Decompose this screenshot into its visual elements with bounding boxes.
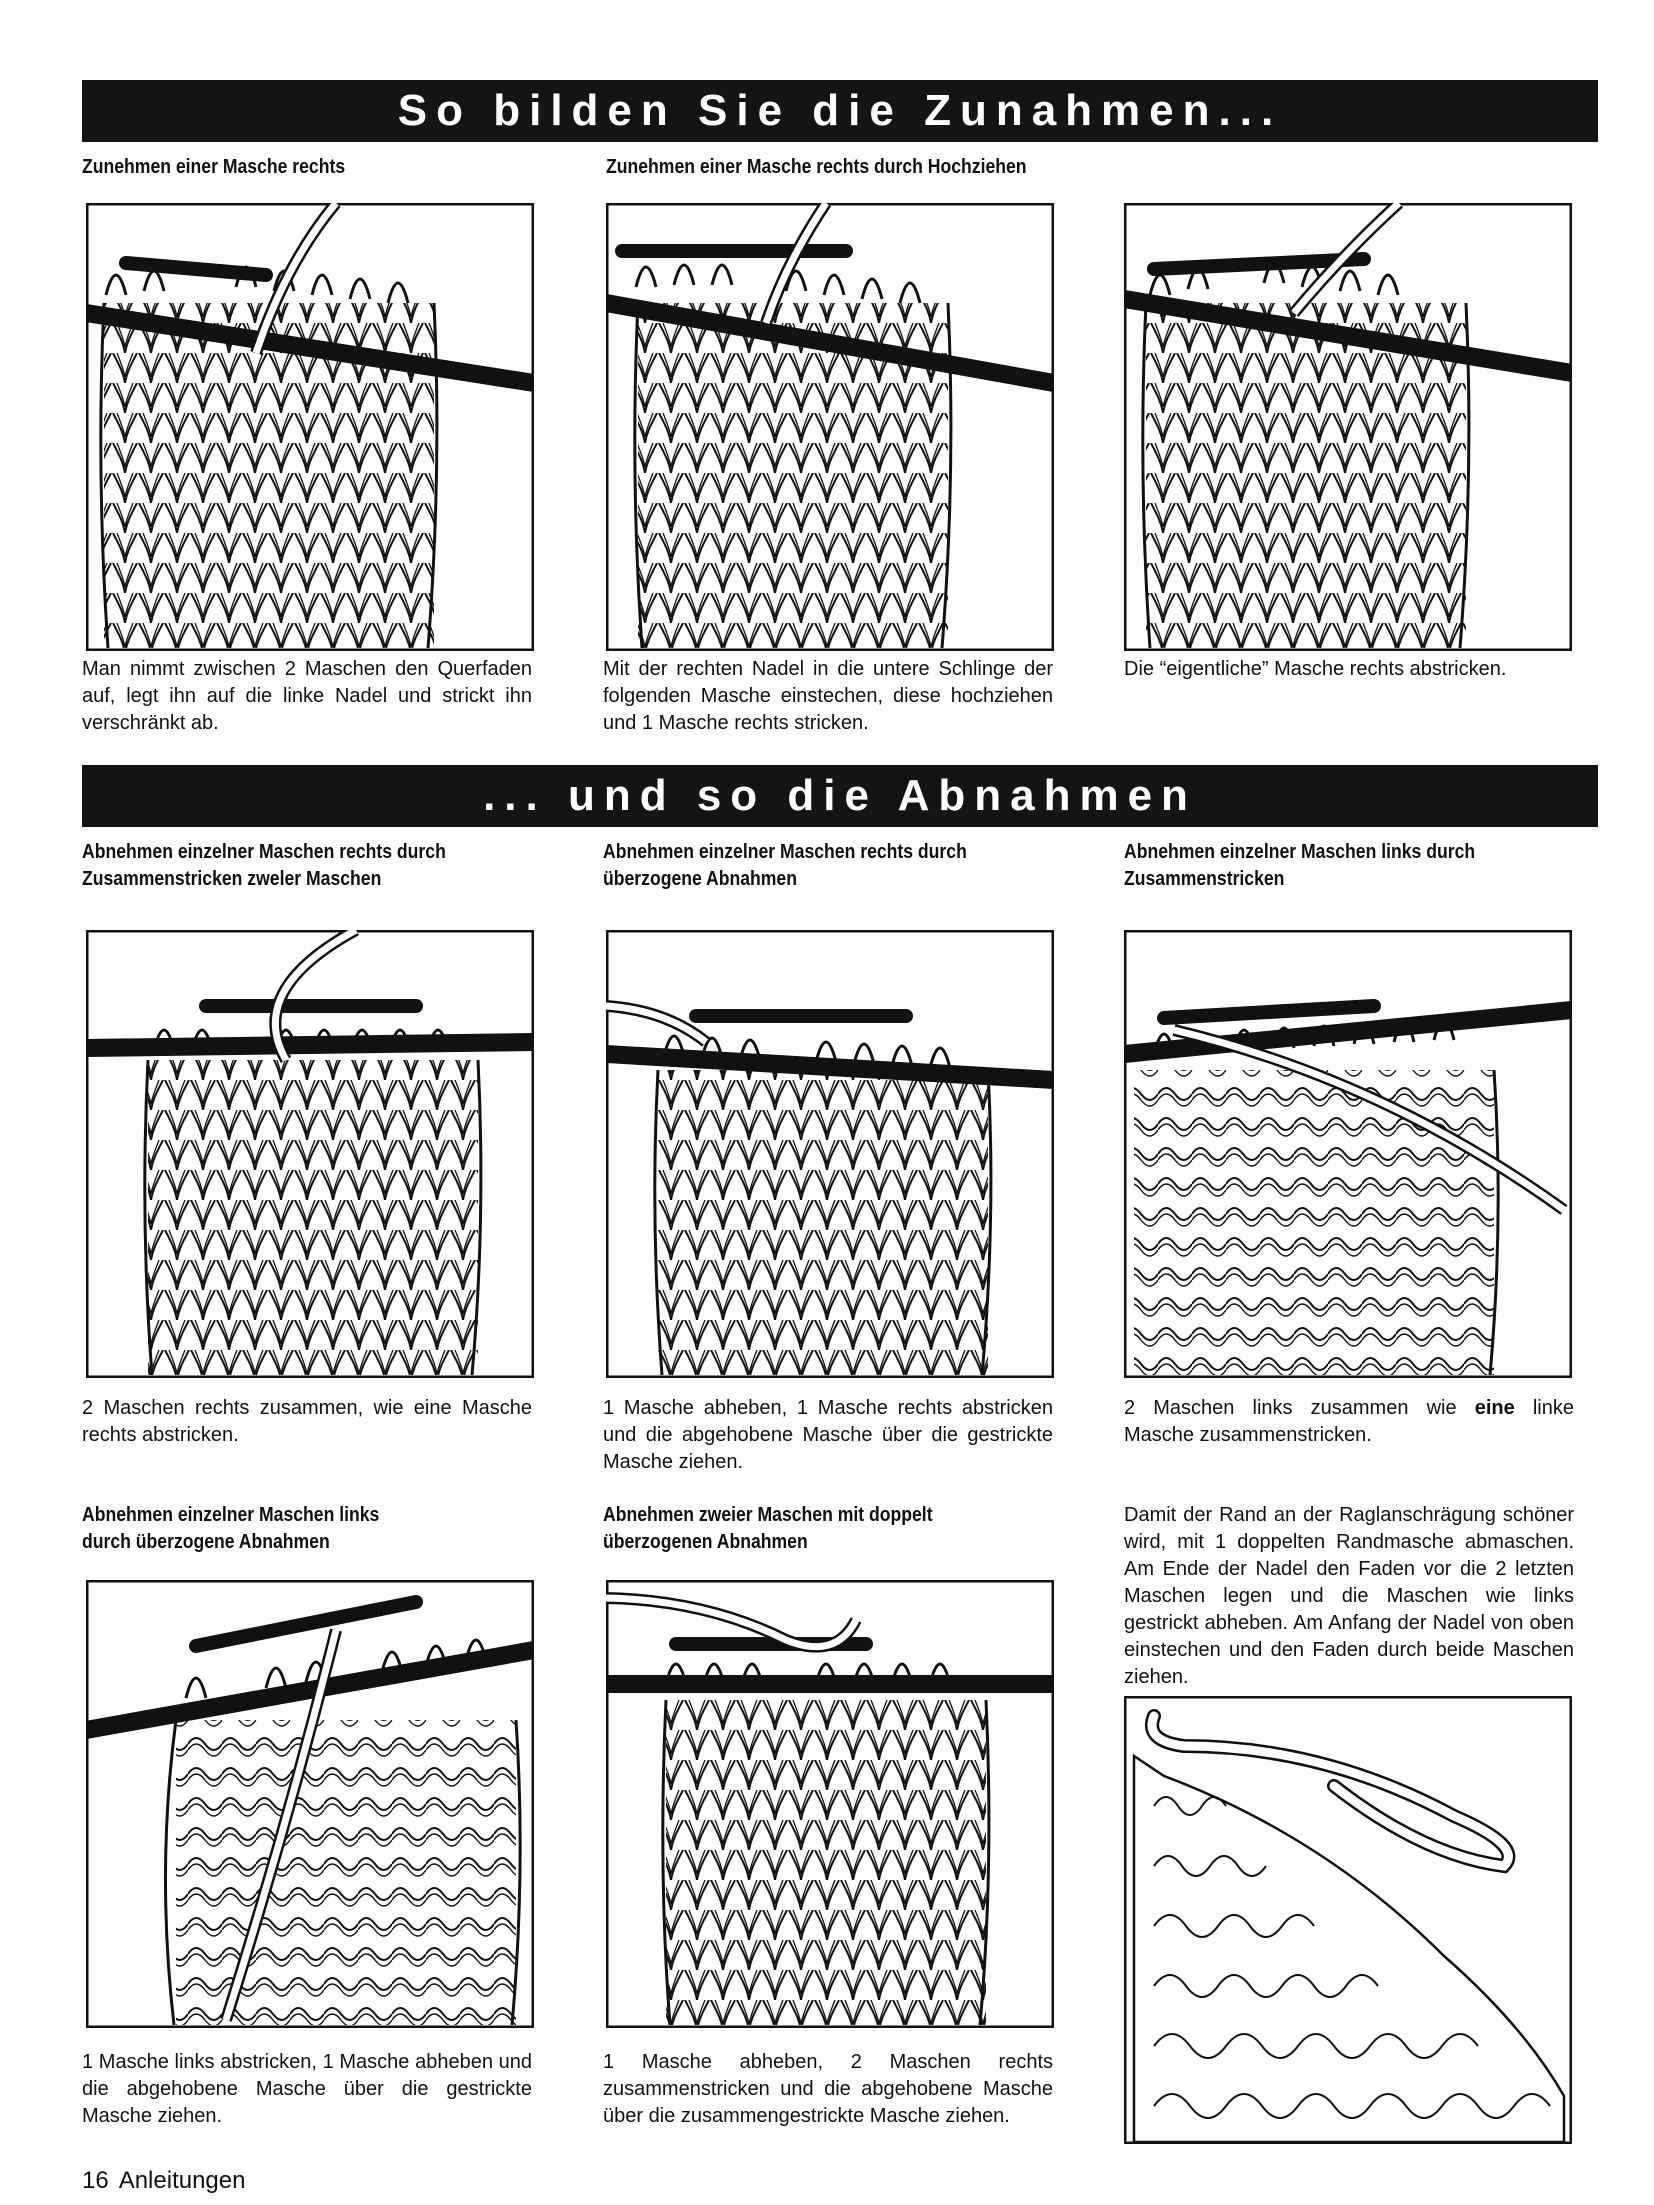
title-line: Zusammenstricken xyxy=(1124,868,1285,890)
caption-decrease-5: 1 Masche abheben, 2 Maschen rechts zusammenstricken und die abgehobene Masche über die zusammengestrickte Masche ziehen. xyxy=(603,2051,1053,2127)
title-decrease-purl-together xyxy=(1124,839,1475,893)
banner-increase: So bilden Sie die Zunahmen... xyxy=(82,80,1598,142)
title-line: Abnehmen zweier Maschen mit doppelt xyxy=(603,1504,933,1526)
illustration-increase-1 xyxy=(86,203,534,651)
title-decrease-knit-together xyxy=(82,839,446,893)
caption-decrease-3 xyxy=(1124,1395,1574,1449)
illustration-decrease-5 xyxy=(606,1580,1054,2028)
raglan-text: Damit der Rand an der Raglanschrägung schöner wird, mit 1 doppelten Randmasche abmaschen. Am Ende der Nadel den Faden vor die 2 letzten Maschen legen und die Maschen wie links gestrickt abheben. Am Anfang der Nadel von oben einstechen und den Faden durch beide Maschen ziehen. xyxy=(1124,1504,1574,1688)
caption-increase-1: Man nimmt zwischen 2 Maschen den Querfaden auf, legt ihn auf die linke Nadel und strickt ihn verschränkt ab. xyxy=(82,658,532,734)
illustration-decrease-4 xyxy=(86,1580,534,2028)
illustration-decrease-1 xyxy=(86,930,534,1378)
illustration-increase-3 xyxy=(1124,203,1572,651)
knitting-illustration-increase-3 xyxy=(1124,203,1572,651)
knitting-illustration-decrease-4 xyxy=(86,1580,534,2028)
knitting-illustration-increase-2 xyxy=(606,203,1054,651)
page-footer xyxy=(82,2166,245,2196)
title-line: überzogene Abnahmen xyxy=(603,868,797,890)
page-number: 16 xyxy=(82,2167,109,2194)
knitting-illustration-raglan xyxy=(1124,1696,1572,2144)
title-decrease-slip-over xyxy=(603,839,967,893)
caption-increase-3: Die “eigentliche” Masche rechts abstricken. xyxy=(1124,658,1507,680)
footer-section: Anleitungen xyxy=(118,2167,246,2194)
knitting-illustration-decrease-1 xyxy=(86,930,534,1378)
illustration-increase-2 xyxy=(606,203,1054,651)
title-line: Zusammenstricken zweler Maschen xyxy=(82,868,382,890)
title-line: Abnehmen einzelner Maschen links xyxy=(82,1504,380,1526)
caption-decrease-1: 2 Maschen rechts zusammen, wie eine Masche rechts abstricken. xyxy=(82,1397,532,1446)
illustration-raglan-edge xyxy=(1124,1696,1572,2144)
banner-decrease: ... und so die Abnahmen xyxy=(82,765,1598,827)
caption-emphasis: eine xyxy=(1474,1397,1515,1419)
caption-decrease-2: 1 Masche abheben, 1 Masche rechts abstricken und die abgehobene Masche über die gestrickte Masche ziehen. xyxy=(603,1397,1053,1473)
title-decrease-double xyxy=(603,1502,933,1556)
caption-decrease-4: 1 Masche links abstricken, 1 Masche abheben und die abgehobene Masche über die gestrickte Masche ziehen. xyxy=(82,2051,532,2127)
knitting-illustration-decrease-3 xyxy=(1124,930,1572,1378)
knitting-illustration-increase-1 xyxy=(86,203,534,651)
caption-text: 2 Maschen links zusammen wie xyxy=(1124,1397,1475,1419)
caption-increase-2: Mit der rechten Nadel in die untere Schlinge der folgenden Masche einstechen, diese hochziehen und 1 Masche rechts stricken. xyxy=(603,658,1053,734)
knitting-illustration-decrease-2 xyxy=(606,930,1054,1378)
title-line: Abnehmen einzelner Maschen links durch xyxy=(1124,841,1476,863)
title-line: durch überzogene Abnahmen xyxy=(82,1531,330,1553)
illustration-decrease-3 xyxy=(1124,930,1572,1378)
title-increase-knit: Zunehmen einer Masche rechts xyxy=(82,156,346,178)
title-line: überzogenen Abnahmen xyxy=(603,1531,808,1553)
title-line: Abnehmen einzelner Maschen rechts durch xyxy=(603,841,967,863)
illustration-decrease-2 xyxy=(606,930,1054,1378)
caption-text: linke Masche zusammenstricken. xyxy=(1124,1397,1574,1446)
title-line: Abnehmen einzelner Maschen rechts durch xyxy=(82,841,446,863)
title-decrease-purl-slip-over xyxy=(82,1502,379,1556)
knitting-illustration-decrease-5 xyxy=(606,1580,1054,2028)
title-increase-lifted: Zunehmen einer Masche rechts durch Hochziehen xyxy=(606,156,1027,178)
